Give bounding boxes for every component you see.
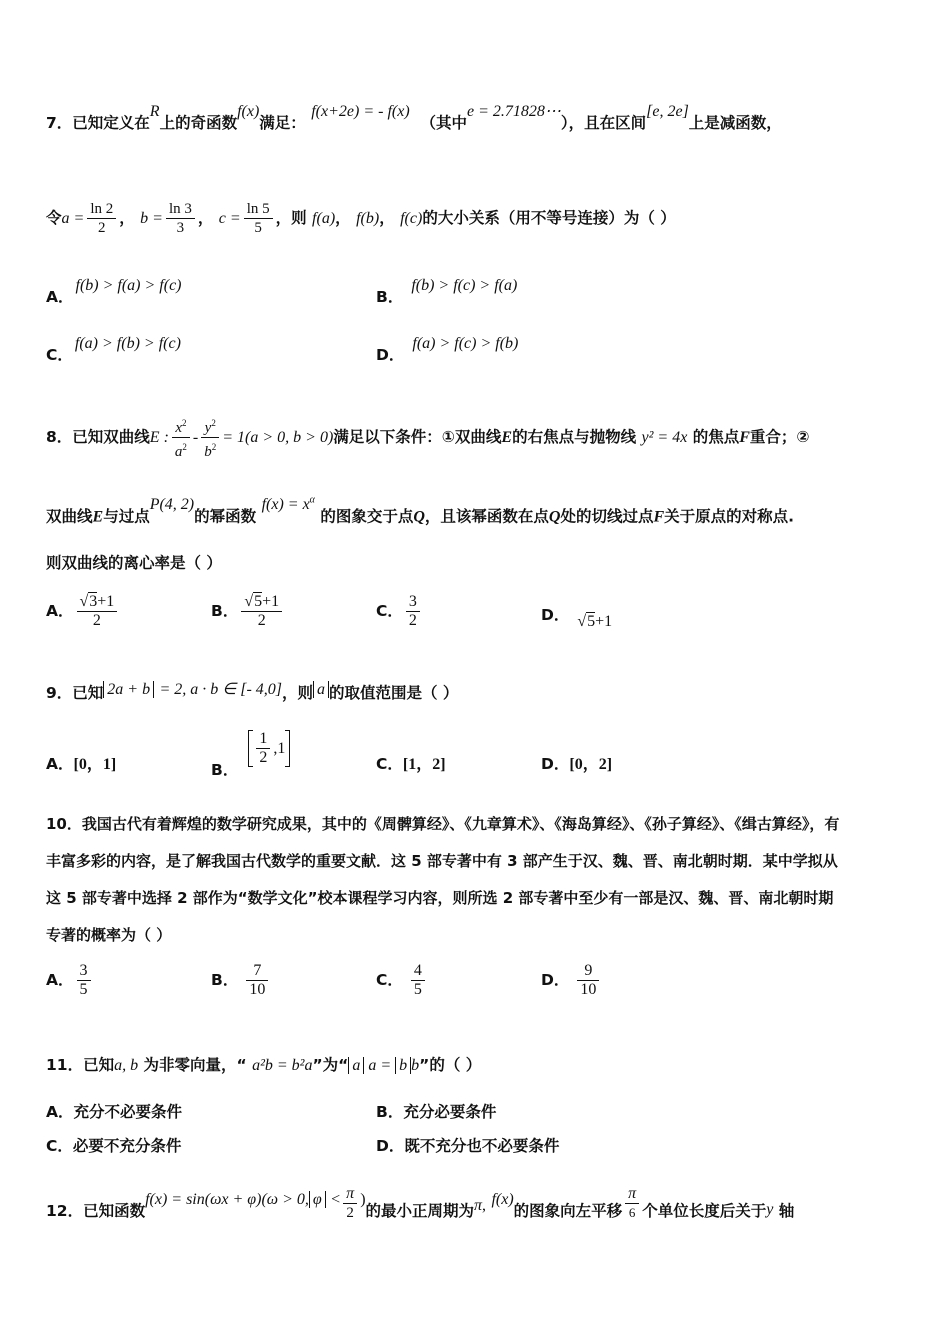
q11-option-a[interactable]: A．充分不必要条件 [46, 1103, 183, 1121]
q12-line: 12．已知函数f(x) = sin(ωx + φ)(ω > 0, φ < $\frac{\pi}{2}$ )的最小正周期为π, f(x)的图象向左平移 $\frac{\pi}{6}$ 个单位长度后关于y 轴 [46, 1185, 795, 1221]
q11-option-d[interactable]: D．既不充分也不必要条件 [376, 1137, 560, 1155]
q11-option-c[interactable]: C．必要不充分条件 [46, 1137, 182, 1155]
q7-option-b[interactable]: B．f(b) > f(c) > f(a) [376, 277, 518, 306]
q8-line-1: 8．已知双曲线E : $\frac{x^2}{a^2}$ - $\frac{y^2}{b^2}$ = 1(a > 0, b > 0)满足以下条件：①双曲线E的右焦点与抛物线 y² = 4x 的焦点F重合；② [46, 414, 810, 461]
fraction-b: $\frac{\ln 3}{3}$ [166, 200, 195, 237]
q8-option-a[interactable]: A． $\frac{√3+1}{2}$ [46, 593, 120, 630]
q8-option-d[interactable]: D． √5+1 [541, 606, 613, 630]
q7-option-a[interactable]: A．f(b) > f(a) > f(c) [46, 277, 182, 306]
q9-option-a[interactable]: A．[0，1] [46, 755, 117, 773]
q11-line: 11．已知a, b 为非零向量，“ a²b = b²a”为“ a a = b b”的（ ） [46, 1056, 482, 1074]
q9-option-c[interactable]: C．[1，2] [376, 755, 446, 773]
q11-option-b[interactable]: B．充分必要条件 [376, 1103, 497, 1121]
q9-line: 9．已知 2a + b = 2, a · b ∈ [- 4,0]，则 a 的取值范围是（ ） [46, 681, 459, 702]
fraction-c: $\frac{\ln 5}{5}$ [244, 200, 273, 237]
q10-option-d[interactable]: D． $\frac{9}{10}$ [541, 962, 602, 999]
fraction-y2-b2: $\frac{y^2}{b^2}$ [201, 414, 219, 461]
fraction-a: $\frac{\ln 2}{2}$ [87, 200, 116, 237]
q10-line-4: 专著的概率为（ ） [46, 926, 172, 944]
q8-option-b[interactable]: B． $\frac{√5+1}{2}$ [211, 593, 285, 630]
q10-line-3: 这 5 部专著中选择 2 部作为“数学文化”校本课程学习内容，则所选 2 部专著中至少有一部是汉、魏、晋、南北朝时期 [46, 889, 834, 907]
q10-option-b[interactable]: B． $\frac{7}{10}$ [211, 962, 271, 999]
q8-line-3: 则双曲线的离心率是（ ） [46, 554, 222, 572]
q9-option-d[interactable]: D．[0，2] [541, 755, 613, 773]
q7-option-d[interactable]: D．f(a) > f(c) > f(b) [376, 335, 519, 364]
q8-option-c[interactable]: C． $\frac{3}{2}$ [376, 593, 423, 630]
fraction-pi-2: $\frac{\pi}{2}$ [343, 1185, 357, 1222]
q10-line-1: 10．我国古代有着辉煌的数学研究成果，其中的《周髀算经》、《九章算术》、《海岛算经》、《孙子算经》、《缉古算经》，有 [46, 815, 840, 833]
q10-option-c[interactable]: C． $\frac{4}{5}$ [376, 962, 428, 999]
q9-option-b[interactable]: B． $\frac{1}{2}$ ,1 [211, 730, 290, 767]
q8-line-2: 双曲线E与过点P(4, 2)的幂函数 $f(x) = x^\alpha$ 的图象交于点Q，且该幂函数在点Q处的切线过点F关于原点的对称点. [46, 495, 795, 526]
q7-line-2: 令a = $\frac{\ln 2}{2}$ ， b = $\frac{\ln 3}{3}$ ， c = $\frac{\ln 5}{5}$ ，则 f(a)， f(b)， f(c)的大小关系（用不等号连接）为（ ） [46, 201, 676, 236]
fraction-pi-6: $\frac{\pi}{6}$ [625, 1185, 639, 1222]
q7-option-c[interactable]: C．f(a) > f(b) > f(c) [46, 335, 181, 364]
q7-line-1: 7．已知定义在R上的奇函数f(x)满足： f(x+2e) = - f(x) （其中e = 2.71828⋯），且在区间[e, 2e]上是减函数， [46, 103, 782, 132]
q10-option-a[interactable]: A． $\frac{3}{5}$ [46, 962, 94, 999]
q10-line-2: 丰富多彩的内容，是了解我国古代数学的重要文献．这 5 部专著中有 3 部产生于汉、魏、晋、南北朝时期．某中学拟从 [46, 852, 838, 870]
fraction-x2-a2: $\frac{x^2}{a^2}$ [172, 414, 190, 461]
